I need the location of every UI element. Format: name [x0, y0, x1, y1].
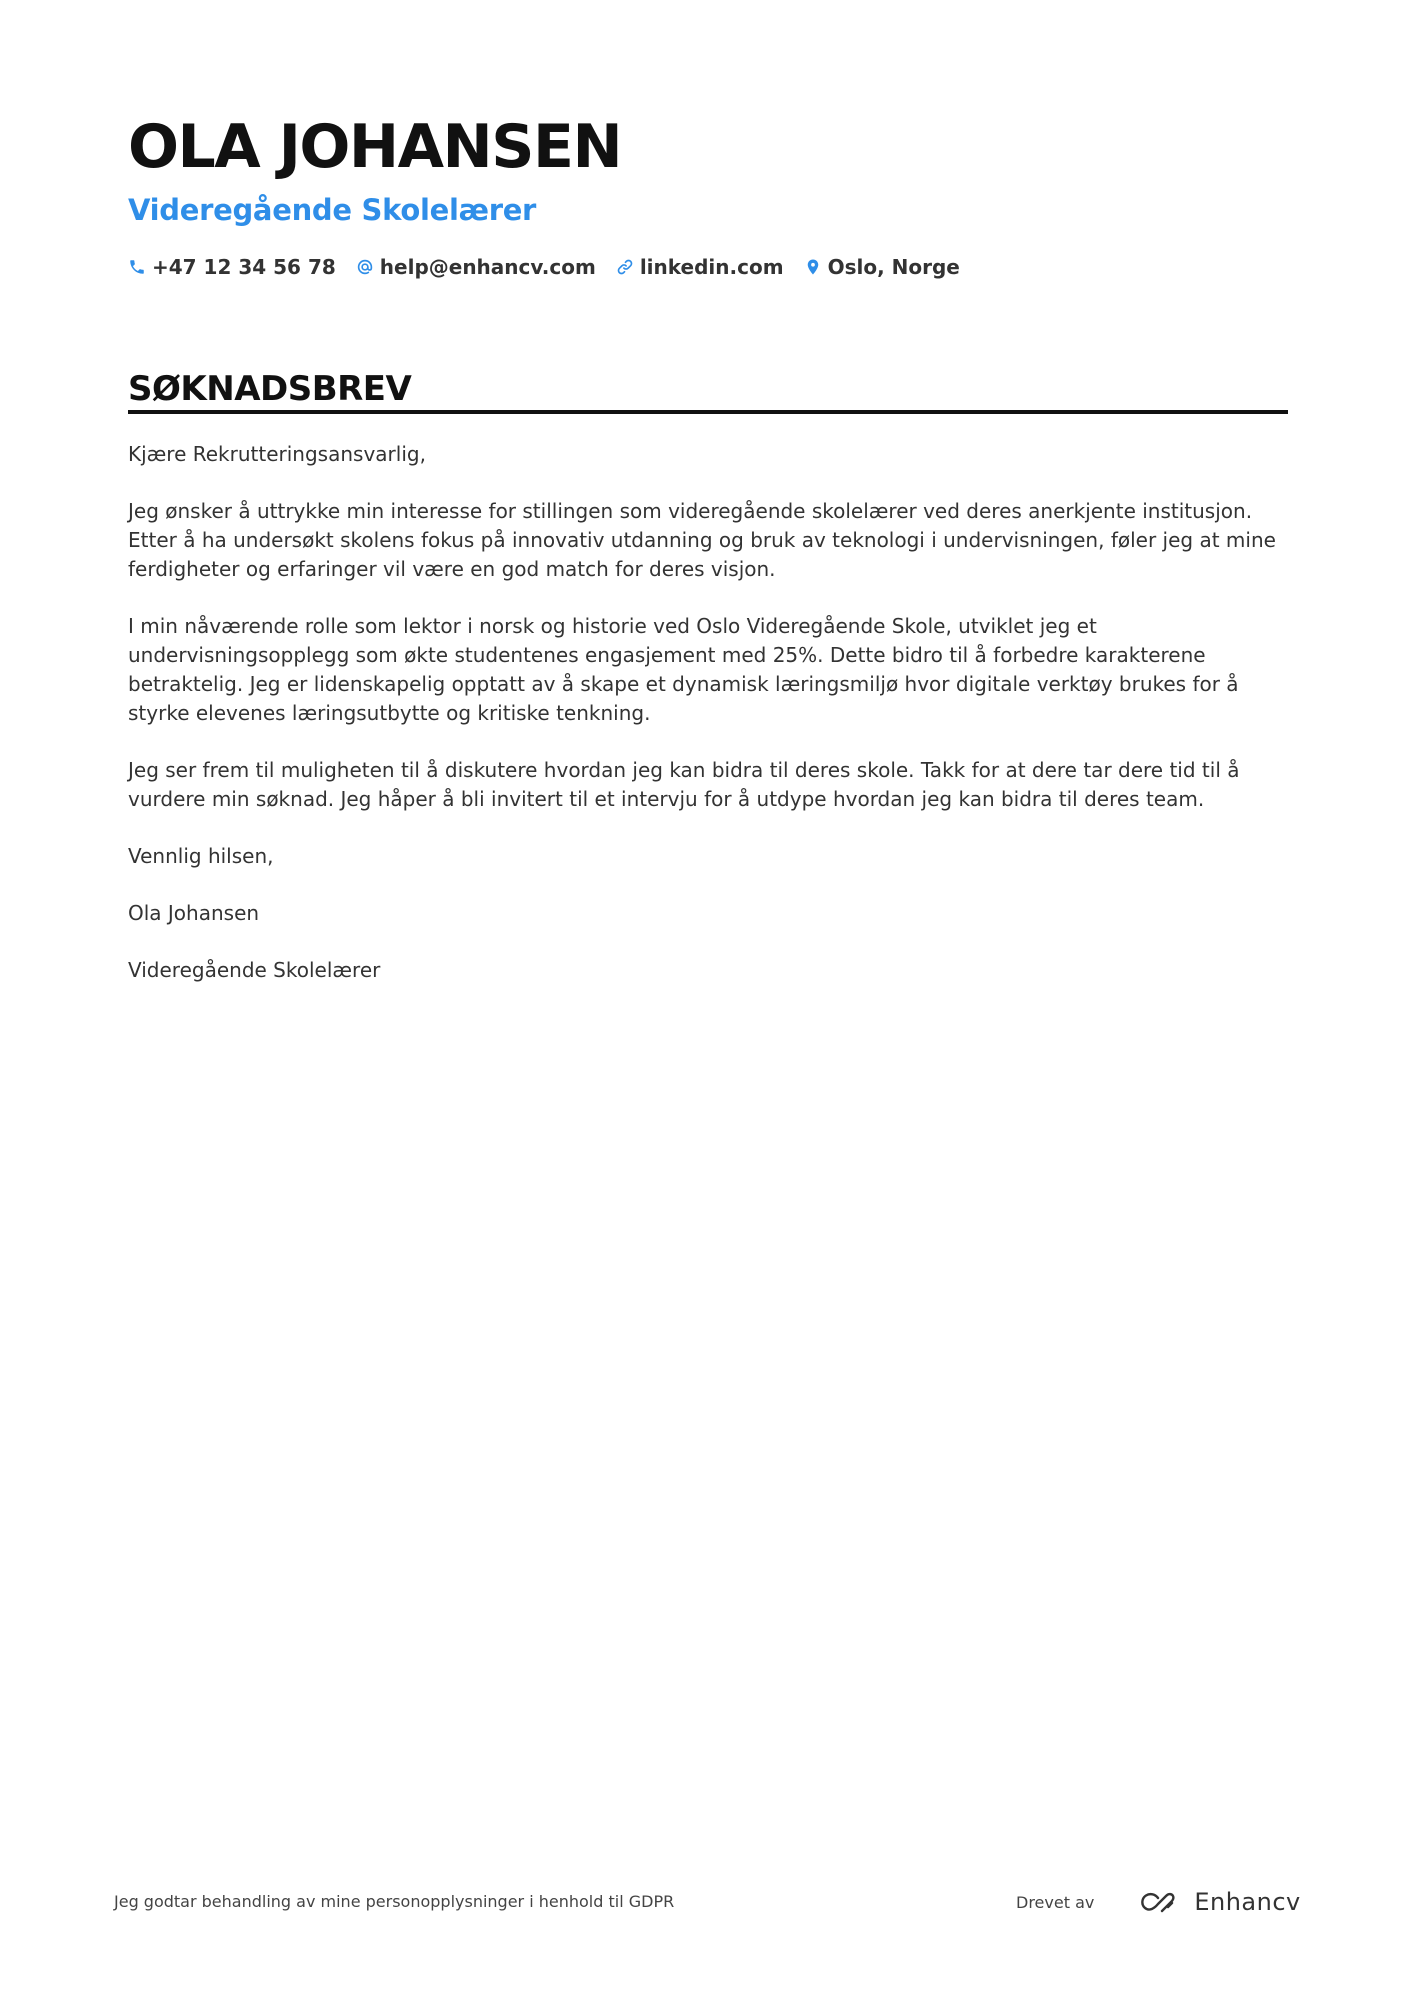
salutation: Kjære Rekrutteringsansvarlig,	[128, 442, 426, 466]
letter-paragraph: I min nåværende rolle som lektor i norsk og historie ved Oslo Videregående Skole, utviklet jeg et undervisningsopplegg som økte studentenes engasjement med 25%. Dette bidro til å forbedre karakterene betraktelig. Jeg er lidenskapelig opptatt av å skape et dynamisk læringsmiljø hvor digitale verktøy brukes for å styrke elevenes læringsutbytte og kritiske tenkning.	[128, 614, 1239, 725]
letter-paragraph: Jeg ser frem til muligheten til å diskutere hvordan jeg kan bidra til deres skole. Takk for at dere tar dere tid til å vurdere min søknad. Jeg håper å bli invitert til et intervju for å utdype hvordan jeg kan bidra til deres team.	[128, 758, 1240, 811]
contact-location	[804, 255, 960, 279]
at-icon	[356, 258, 374, 276]
enhancv-logo[interactable]	[1138, 1888, 1300, 1916]
candidate-name: OLA JOHANSEN	[128, 112, 622, 182]
phone-icon	[128, 258, 146, 276]
closing: Vennlig hilsen,	[128, 844, 274, 868]
letter-paragraph: Jeg ønsker å uttrykke min interesse for stillingen som videregående skolelærer ved deres anerkjente institusjon. Etter å ha undersøkt skolens fokus på innovativ utdanning og bruk av teknologi i undervisningen, føler jeg at mine ferdigheter og erfaringer vil være en god match for deres visjon.	[128, 499, 1276, 581]
powered-by[interactable]	[1016, 1880, 1301, 1924]
section-title: SØKNADSBREV	[128, 369, 412, 409]
gdpr-consent: Jeg godtar behandling av mine personopplysninger i henhold til GDPR	[114, 1892, 675, 1911]
contact-phone	[128, 255, 336, 279]
section-divider	[128, 410, 1288, 414]
email-address: help@enhancv.com	[379, 255, 596, 279]
powered-by-label: Drevet av	[1016, 1892, 1095, 1912]
location-pin-icon	[804, 258, 822, 276]
enhancv-brand-name: Enhancv	[1194, 1888, 1301, 1916]
linkedin-url: linkedin.com	[639, 255, 784, 279]
signature-name: Ola Johansen	[128, 901, 260, 925]
signature-title: Videregående Skolelærer	[128, 958, 381, 982]
letter-body	[128, 440, 1288, 1013]
enhancv-logo-icon	[1138, 1890, 1186, 1914]
location-text: Oslo, Norge	[827, 255, 960, 279]
contact-email	[356, 255, 596, 279]
phone-number: +47 12 34 56 78	[152, 255, 336, 279]
link-icon	[616, 258, 634, 276]
candidate-role: Videregående Skolelærer	[128, 193, 537, 227]
contact-bar	[128, 252, 980, 282]
contact-linkedin	[616, 255, 784, 279]
